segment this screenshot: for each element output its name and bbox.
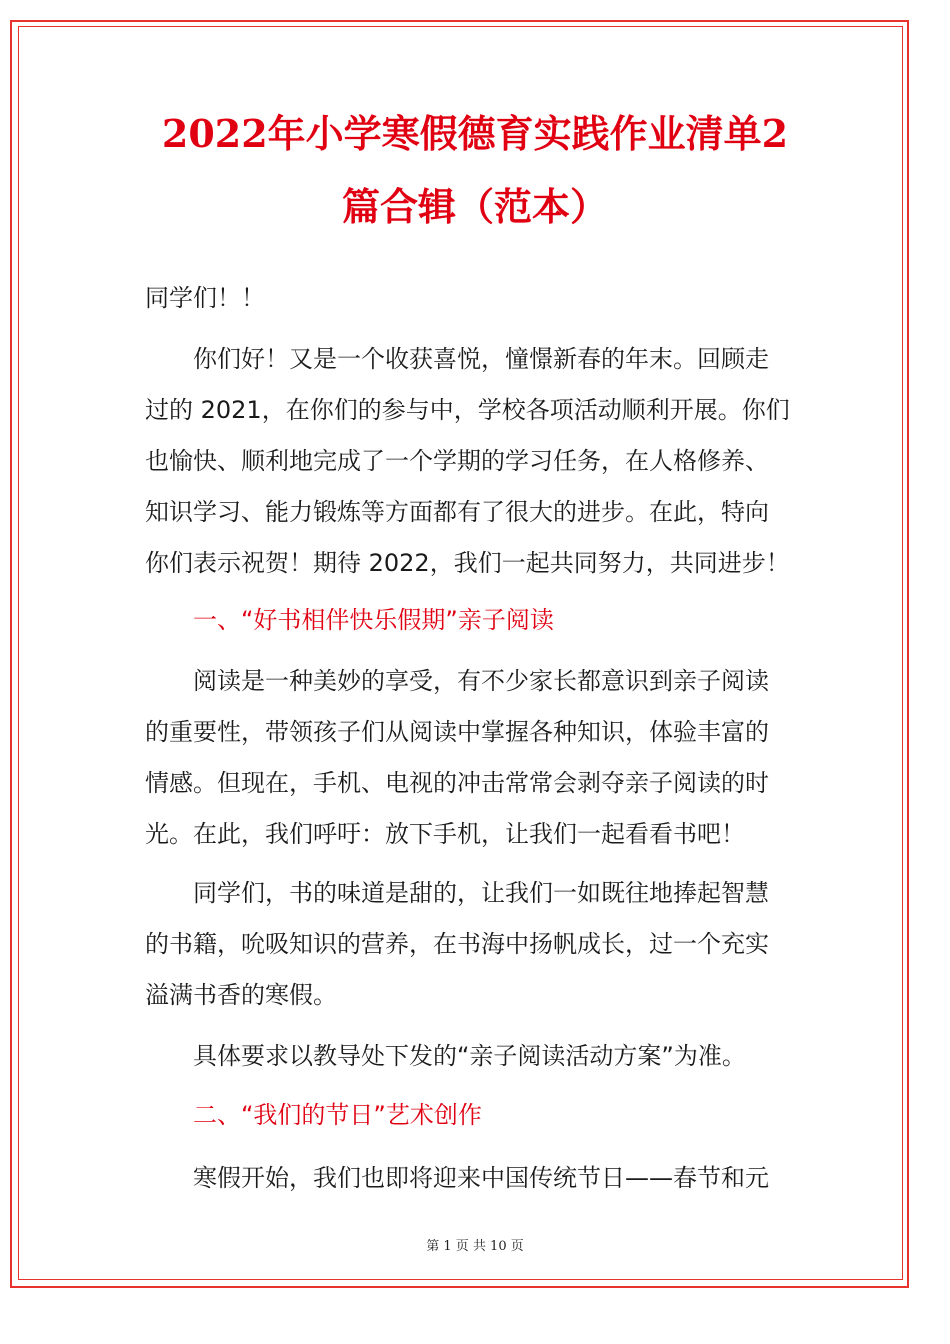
paragraph-line: 溢满书香的寒假。	[145, 981, 337, 1009]
paragraph-line: 你们表示祝贺！期待 2022，我们一起共同努力，共同进步！	[145, 549, 790, 577]
document-title-line-1: 2022年小学寒假德育实践作业清单2	[161, 111, 789, 156]
greeting: 同学们！！	[145, 284, 265, 312]
paragraph-line: 也愉快、顺利地完成了一个学期的学习任务，在人格修养、	[145, 447, 769, 475]
paragraph-line: 你们好！又是一个收获喜悦，憧憬新春的年末。回顾走	[193, 345, 769, 373]
paragraph-line: 知识学习、能力锻炼等方面都有了很大的进步。在此，特向	[145, 498, 769, 526]
paragraph-line: 的书籍，吮吸知识的营养，在书海中扬帆成长，过一个充实	[145, 930, 769, 958]
paragraph-line: 寒假开始，我们也即将迎来中国传统节日——春节和元	[193, 1164, 769, 1192]
paragraph-line: 情感。但现在，手机、电视的冲击常常会剥夺亲子阅读的时	[145, 769, 769, 797]
paragraph-line: 的重要性，带领孩子们从阅读中掌握各种知识，体验丰富的	[145, 718, 769, 746]
section-heading-2: 二、“我们的节日”艺术创作	[193, 1101, 482, 1129]
page-footer: 第 1 页 共 10 页	[426, 1239, 524, 1254]
paragraph-line: 过的 2021，在你们的参与中，学校各项活动顺利开展。你们	[145, 396, 790, 424]
document-title-line-2: 篇合辑（范本）	[341, 184, 608, 229]
paragraph-line: 具体要求以教导处下发的“亲子阅读活动方案”为准。	[193, 1042, 746, 1070]
paragraph-line: 阅读是一种美妙的享受，有不少家长都意识到亲子阅读	[193, 667, 769, 695]
paragraph-line: 同学们，书的味道是甜的，让我们一如既往地捧起智慧	[193, 879, 769, 907]
section-heading-1: 一、“好书相伴快乐假期”亲子阅读	[193, 606, 554, 634]
paragraph-line: 光。在此，我们呼吁：放下手机，让我们一起看看书吧！	[145, 820, 745, 848]
